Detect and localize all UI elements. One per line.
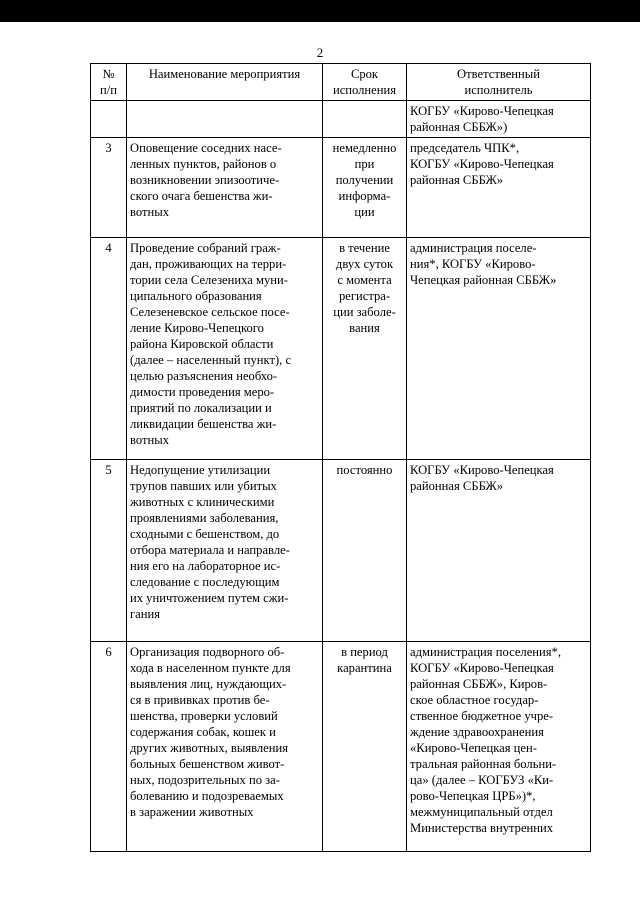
row-responsible: КОГБУ «Кирово-Чепецкая районная СББЖ» [407,460,591,642]
header-number: № п/п [91,64,127,101]
row-responsible: администрация поселения*, КОГБУ «Кирово-Чепецкая районная СББЖ», Киров- ское областное государ- ственное бюджетное учре- ждение здравоохранения «Кирово-Чепецкая цен- тральная районная больни- ца» (далее – КОГБУЗ «Ки- рово-Чепецкая ЦРБ»)*, межмуниципальный отдел Министерства внутренних [407,642,591,852]
table-row [91,238,591,460]
row-number: 6 [91,642,127,852]
table-header-row [91,64,591,101]
row-deadline: в период карантина [323,642,407,852]
row-measure: Оповещение соседних насе- ленных пунктов, районов о возникновении эпизоотиче- ского очага бешенства жи- вотных [127,138,323,238]
row-measure: Организация подворного об- хода в населенном пункте для выявления лиц, нуждающих- ся в прививках против бе- шенства, проверки условий содержания собак, кошек и других животных, выявления больных бешенством живот- ных, подозрительных по за- болеванию и подозреваемых в заражении животных [127,642,323,852]
table-row [91,138,591,238]
row-number: 5 [91,460,127,642]
row-measure: Проведение собраний граж- дан, проживающих на терри- тории села Селезениха муни- ципального образования Селезеневское сельское посе- ление Кирово-Чепецкого района Кировской области (далее – населенный пункт), с целью разъяснения необхо- димости проведения меро- приятий по локализации и ликвидации бешенства жи- вотных [127,238,323,460]
measures-table [90,63,591,852]
row-responsible: председатель ЧПК*, КОГБУ «Кирово-Чепецкая районная СББЖ» [407,138,591,238]
row-number [91,101,127,138]
page-number: 2 [316,45,324,60]
table-row [91,460,591,642]
table-row [91,101,591,138]
row-deadline: в течение двух суток с момента регистра- ции заболе- вания [323,238,407,460]
row-responsible: администрация поселе- ния*, КОГБУ «Кирово- Чепецкая районная СББЖ» [407,238,591,460]
row-number: 3 [91,138,127,238]
row-measure: Недопущение утилизации трупов павших или убитых животных с клиническими проявлениями заболевания, сходными с бешенством, до отбора материала и направле- ния его на лабораторное ис- следование с последующим их уничтожением путем сжи- гания [127,460,323,642]
table-row [91,642,591,852]
header-deadline: Срок исполнения [323,64,407,101]
row-deadline [323,101,407,138]
header-measure-name: Наименование мероприятия [127,64,323,101]
header-responsible: Ответственный исполнитель [407,64,591,101]
row-deadline: немедленно при получении информа- ции [323,138,407,238]
row-responsible: КОГБУ «Кирово-Чепецкая районная СББЖ») [407,101,591,138]
row-measure [127,101,323,138]
row-deadline: постоянно [323,460,407,642]
scan-edge-bar [0,0,640,22]
row-number: 4 [91,238,127,460]
